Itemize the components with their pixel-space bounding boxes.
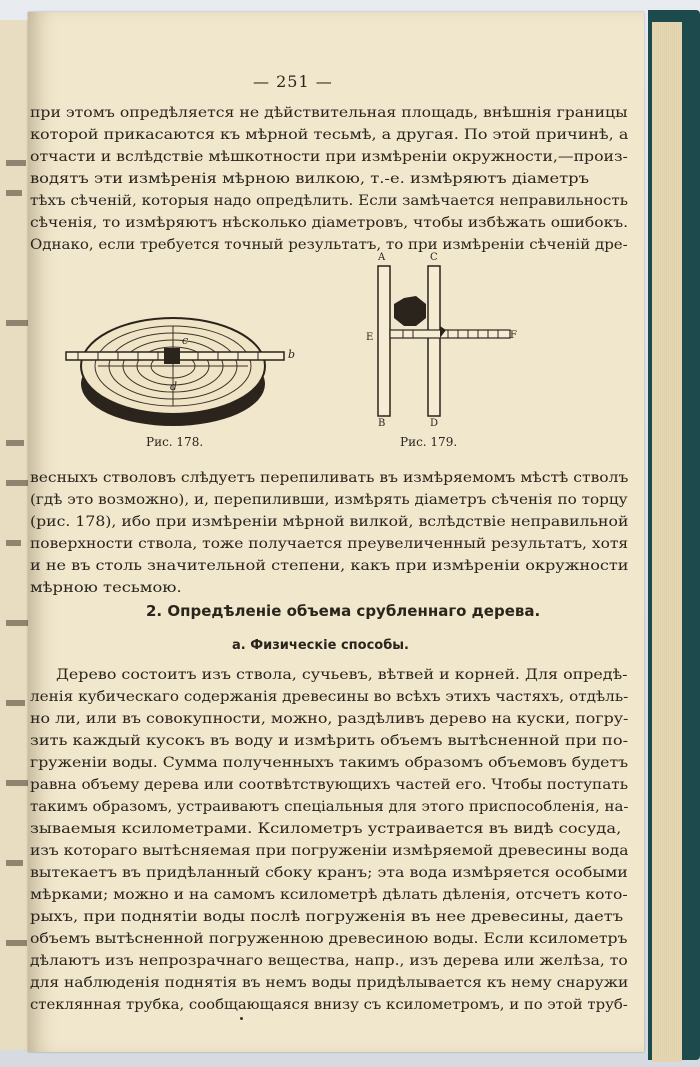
text-line: зываемыя ксилометрами. Ксилометръ устраивается въ видѣ сосуда, bbox=[30, 821, 622, 837]
text-line: стеклянная трубка, сообщающаяся внизу съ ксилометромъ, и по этой труб- bbox=[30, 997, 628, 1013]
text-line: зить каждый кусокъ въ воду и измѣрить объемъ вытѣсненной при по- bbox=[30, 733, 629, 749]
text-line: ленія кубическаго содержанія древесины во всѣхъ этихъ частяхъ, отдѣль- bbox=[30, 689, 629, 705]
text-line: груженіи воды. Сумма полученныхъ такимъ образомъ объемовъ будетъ bbox=[30, 755, 629, 771]
text-line: (рис. 178), ибо при измѣреніи мѣрной вилкой, вслѣдствіе неправильной bbox=[30, 514, 629, 530]
text-line: такимъ образомъ, устраиваютъ спеціальныя для этого приспособленія, на- bbox=[30, 799, 629, 815]
text-line: рыхъ, при поднятіи воды послѣ погруженія въ нее древесины, даетъ bbox=[30, 909, 624, 925]
book-page bbox=[28, 12, 644, 1052]
fig178-label-b: b bbox=[288, 348, 296, 361]
text-line: отчасти и вслѣдствіе мѣшкотности при измѣреніи окружности,—произ- bbox=[30, 149, 628, 165]
figure-178-log-section bbox=[58, 292, 298, 432]
fig178-label-c: c bbox=[182, 334, 189, 347]
subsection-heading: а. Физическіе способы. bbox=[232, 638, 409, 653]
text-line: при этомъ опредѣляется не дѣйствительная площадь, внѣшнія границы bbox=[30, 105, 628, 121]
fig179-label-f: F bbox=[510, 330, 517, 341]
fig179-label-c: C bbox=[430, 252, 438, 263]
figure-178-caption: Рис. 178. bbox=[146, 435, 204, 449]
text-line: весныхъ стволовъ слѣдуетъ перепиливать въ измѣряемомъ мѣстѣ стволъ bbox=[30, 470, 629, 486]
text-line: которой прикасаются къ мѣрной тесьмѣ, а другая. По этой причинѣ, а bbox=[30, 127, 629, 143]
fig179-label-e: E bbox=[366, 332, 374, 343]
text-line: и не въ столь значительной степени, какъ при измѣреніи окружности bbox=[30, 558, 629, 574]
text-line: Однако, если требуется точный результатъ, то при измѣреніи сѣченій дре- bbox=[30, 237, 628, 253]
page-edges bbox=[652, 22, 682, 1062]
text-line: поверхности ствола, тоже получается преувеличенный результатъ, хотя bbox=[30, 536, 629, 552]
text-line: изъ котораго вытѣсняемая при погруженіи измѣряемой древесины вода bbox=[30, 843, 629, 859]
text-line: (гдѣ это возможно), и, перепиливши, измѣрять діаметръ сѣченія по торцу bbox=[30, 492, 628, 508]
text-line: дѣлаютъ изъ непрозрачнаго вещества, напр., изъ дерева или желѣза, то bbox=[30, 953, 628, 969]
figure-179-caliper bbox=[358, 246, 518, 426]
text-line: вытекаетъ въ придѣланный сбоку кранъ; эта вода измѣряется особыми bbox=[30, 865, 628, 881]
text-line: мѣрною тесьмою. bbox=[30, 580, 182, 596]
fig179-label-b: B bbox=[378, 418, 386, 426]
text-line: водятъ эти измѣренія мѣрною вилкою, т.-е. измѣряютъ діаметръ bbox=[30, 171, 590, 187]
text-line: тѣхъ сѣченій, которыя надо опредѣлить. Если замѣчается неправильность bbox=[30, 193, 628, 209]
page-number: — 251 — bbox=[253, 72, 333, 91]
text-line: но ли, или въ совокупности, можно, раздѣливъ дерево на куски, погру- bbox=[30, 711, 629, 727]
text-line: мѣрками; можно и на самомъ ксилометрѣ дѣлать дѣленія, отсчетъ кото- bbox=[30, 887, 628, 903]
fig178-label-d: d bbox=[170, 380, 178, 393]
text-line: Дерево состоитъ изъ ствола, сучьевъ, вѣтвей и корней. Для опредѣ- bbox=[56, 667, 628, 683]
text-line: объемъ вытѣсненной погруженною древесиною воды. Если ксилометръ bbox=[30, 931, 628, 947]
figure-179-caption: Рис. 179. bbox=[400, 435, 458, 449]
text-line: сѣченія, то измѣряютъ нѣсколько діаметровъ, чтобы избѣжать ошибокъ. bbox=[30, 215, 629, 231]
ink-dot bbox=[240, 1017, 243, 1020]
fig179-label-a: A bbox=[378, 252, 386, 263]
section-heading: 2. Опредѣленіе объема срубленнаго дерева. bbox=[146, 602, 541, 620]
text-line: для наблюденія поднятія въ немъ воды придѣлывается къ нему снаружи bbox=[30, 975, 629, 991]
fig179-label-d: D bbox=[430, 418, 439, 426]
text-line: равна объему дерева или соотвѣтствующихъ частей его. Чтобы поступать bbox=[30, 777, 628, 793]
